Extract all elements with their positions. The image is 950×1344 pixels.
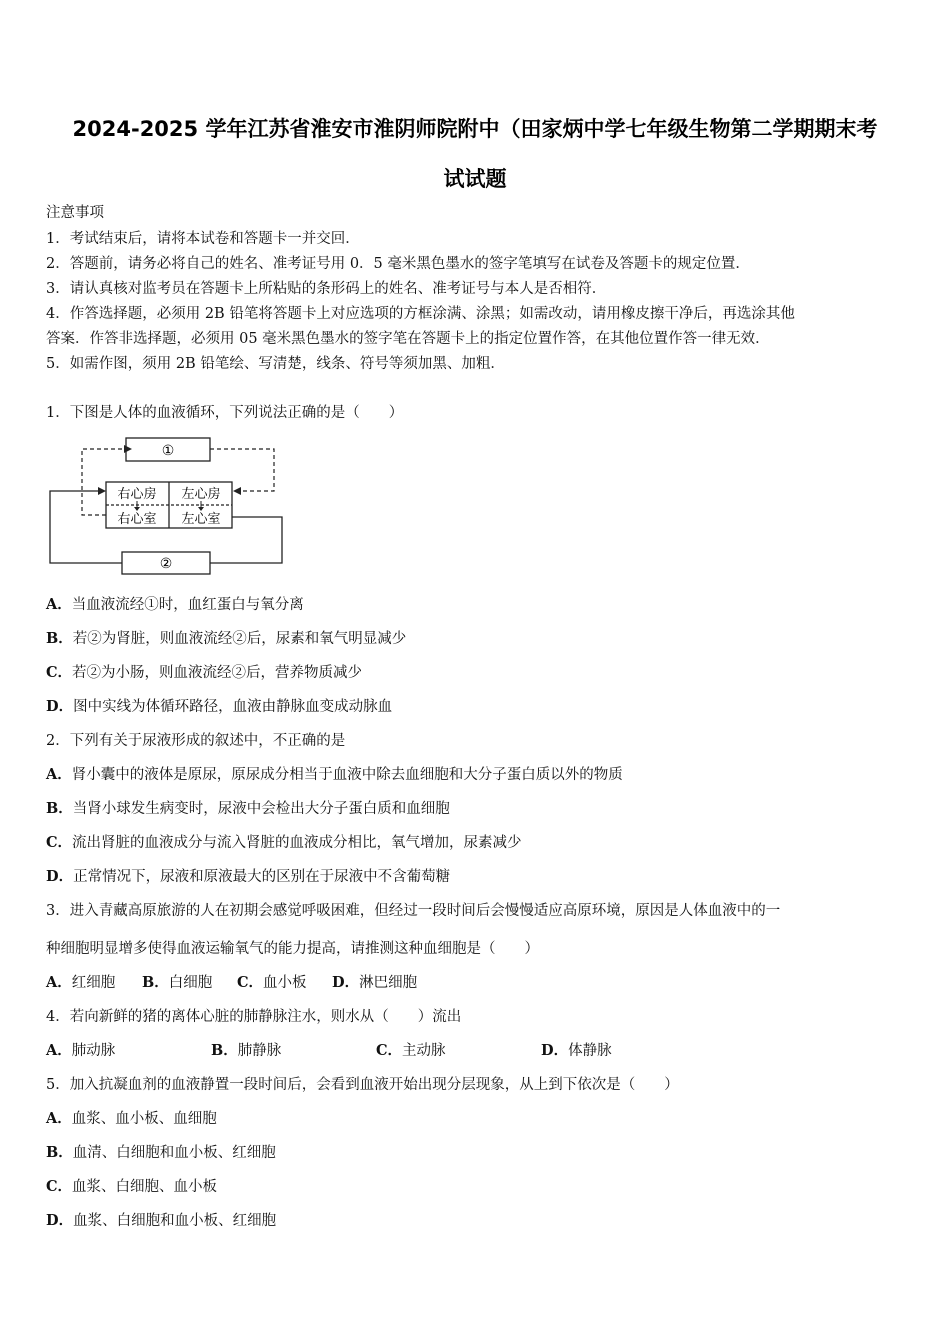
q5-option-a[interactable]: A．血浆、血小板、血细胞 bbox=[46, 1110, 217, 1127]
title-line-2: 试试题 bbox=[443, 167, 507, 191]
q5-option-d[interactable]: D．血浆、白细胞和血小板、红细胞 bbox=[46, 1212, 277, 1229]
q1-option-c[interactable]: C．若②为小肠，则血液流经②后，营养物质减少 bbox=[46, 664, 363, 681]
question-2-stem: 2．下列有关于尿液形成的叙述中，不正确的是 bbox=[46, 733, 346, 749]
q1-option-b[interactable]: B．若②为肾脏，则血液流经②后，尿素和氧气明显减少 bbox=[46, 630, 407, 647]
question-3-stem-line-1: 3．进入青藏高原旅游的人在初期会感觉呼吸困难，但经过一段时间后会慢慢适应高原环境，原因是人体血液中的一 bbox=[46, 903, 781, 919]
left-atrium-label: 左心房 bbox=[181, 487, 221, 502]
title-line-1: 2024-2025 学年江苏省淮安市淮阴师院附中（田家炳中学七年级生物第二学期期末考 bbox=[72, 117, 878, 141]
note-item: 5．如需作图，须用 2B 铅笔绘、写清楚，线条、符号等须加黑、加粗． bbox=[46, 356, 505, 372]
note-item: 4．作答选择题，必须用 2B 铅笔将答题卡上对应选项的方框涂满、涂黑；如需改动，请用橡皮擦干净后，再选涂其他 bbox=[46, 306, 795, 322]
q2-option-d[interactable]: D．正常情况下，尿液和原液最大的区别在于尿液中不含葡萄糖 bbox=[46, 868, 451, 885]
question-5-stem: 5．加入抗凝血剂的血液静置一段时间后，会看到血液开始出现分层现象，从上到下依次是（ ） bbox=[46, 1077, 679, 1093]
question-1-stem: 1．下图是人体的血液循环，下列说法正确的是（ ） bbox=[46, 405, 404, 421]
question-3-stem-line-2: 种细胞明显增多使得血液运输氧气的能力提高，请推测这种血细胞是（ ） bbox=[46, 941, 539, 957]
notes-heading: 注意事项 bbox=[46, 205, 104, 221]
q2-option-b[interactable]: B．当肾小球发生病变时，尿液中会检出大分子蛋白质和血细胞 bbox=[46, 800, 450, 817]
note-item: 答案．作答非选择题，必须用 05 毫米黑色墨水的签字笔在答题卡上的指定位置作答，在其他位置作答一律无效． bbox=[46, 331, 770, 347]
left-ventricle-label: 左心室 bbox=[181, 512, 221, 527]
q3-option-b[interactable]: B．白细胞 bbox=[142, 974, 213, 991]
q1-option-a[interactable]: A．当血液流经①时，血红蛋白与氧分离 bbox=[46, 596, 304, 613]
box-1-label: ① bbox=[161, 443, 175, 459]
q1-option-d[interactable]: D．图中实线为体循环路径，血液由静脉血变成动脉血 bbox=[46, 698, 393, 715]
right-atrium-label: 右心房 bbox=[117, 487, 157, 502]
q2-option-a[interactable]: A．肾小囊中的液体是原尿，原尿成分相当于血液中除去血细胞和大分子蛋白质以外的物质 bbox=[46, 766, 623, 783]
question-4-stem: 4．若向新鲜的猪的离体心脏的肺静脉注水，则水从（ ）流出 bbox=[46, 1009, 462, 1025]
blood-circulation-diagram bbox=[44, 435, 294, 580]
q3-option-a[interactable]: A．红细胞 bbox=[46, 974, 116, 991]
q4-option-c[interactable]: C．主动脉 bbox=[376, 1042, 446, 1059]
q4-option-d[interactable]: D．体静脉 bbox=[541, 1042, 612, 1059]
note-item: 3．请认真核对监考员在答题卡上所粘贴的条形码上的姓名、准考证号与本人是否相符． bbox=[46, 281, 607, 297]
q4-option-b[interactable]: B．肺静脉 bbox=[211, 1042, 282, 1059]
q3-option-c[interactable]: C．血小板 bbox=[237, 974, 307, 991]
box-2-label: ② bbox=[159, 556, 173, 572]
note-item: 2．答题前，请务必将自己的姓名、准考证号用 0．5 毫米黑色墨水的签字笔填写在试卷及答题卡的规定位置． bbox=[46, 256, 750, 272]
q2-option-c[interactable]: C．流出肾脏的血液成分与流入肾脏的血液成分相比，氧气增加，尿素减少 bbox=[46, 834, 522, 851]
q5-option-c[interactable]: C．血浆、白细胞、血小板 bbox=[46, 1178, 218, 1195]
note-item: 1．考试结束后，请将本试卷和答题卡一并交回． bbox=[46, 231, 360, 247]
q3-option-d[interactable]: D．淋巴细胞 bbox=[332, 974, 418, 991]
q5-option-b[interactable]: B．血清、白细胞和血小板、红细胞 bbox=[46, 1144, 276, 1161]
right-ventricle-label: 右心室 bbox=[117, 512, 157, 527]
q4-option-a[interactable]: A．肺动脉 bbox=[46, 1042, 116, 1059]
